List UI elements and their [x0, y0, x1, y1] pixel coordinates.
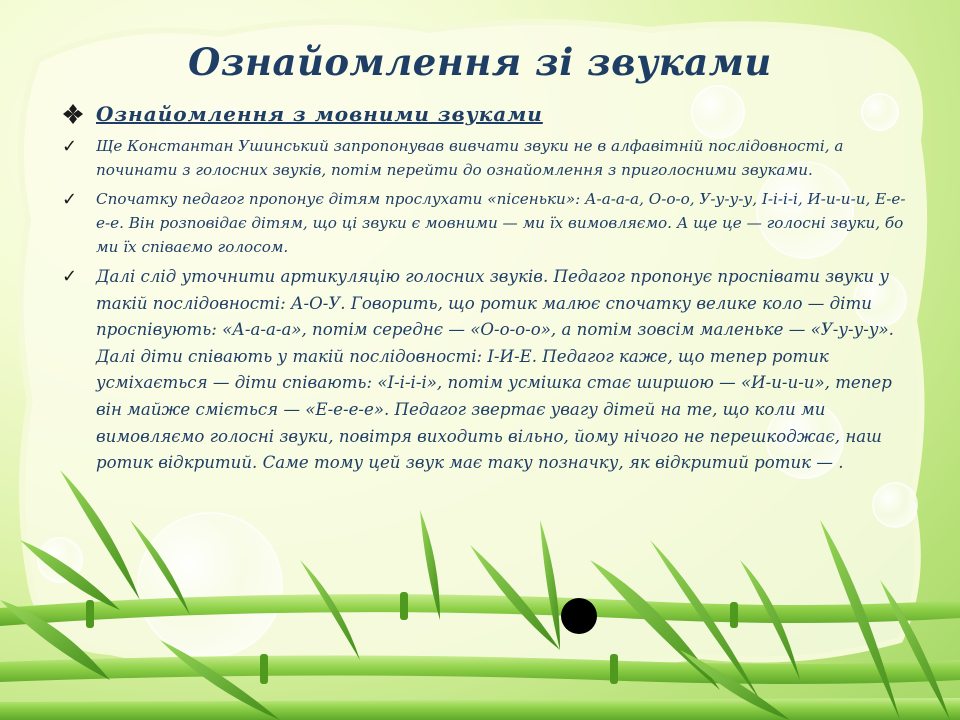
checkmark-icon: ✓: [62, 136, 78, 157]
checkmark-icon: ✓: [62, 189, 78, 210]
slide-title: Ознайомлення зі звуками: [188, 40, 772, 84]
bamboo-stalk: [0, 655, 960, 684]
list-item: [60, 134, 912, 182]
list-item-text: Далі слід уточнити артикуляцію голосних звуків. Педагог пропонує проспівати звуки у такій послідовності: А-О-У. Говорить, що ротик малює спочатку велике коло — діти проспівують: «А-а-а-а», потім середнє — «О-о-о-о», а потім зовсім маленьке — «У-у-у-у». Далі діти співають у такій послідовності: І-И-Е. Педагог каже, що тепер ротик усміхається — діти співають: «І-і-і-і», потім усмішка стає ширшою — «И-и-и-и», тепер він майже сміється — «Е-е-е-е». Педагог звертає увагу дітей на те, що коли ми вимовляємо голосні звуки, повітря виходить вільно, йому нічого не перешкоджає, наш ротик відкритий. Саме тому цей звук має таку позначку, як відкритий ротик — .: [96, 267, 894, 473]
list-item: [60, 264, 912, 477]
section-heading: Ознайомлення з мовними звуками: [96, 102, 543, 126]
bamboo-stalk: [0, 594, 960, 626]
list-item-text: Спочатку педагог пропонує дітям прослухати «пісеньки»: А-а-а-а, О-о-о, У-у-у-у, І-і-і-і, И-и-и-и, Е-е-е-е. Він розповідає дітям, що ці звуки є мовними — ми їх вимовляємо. А ще це — голосні звуки, бо ми їх співаємо голосом.: [96, 190, 906, 256]
diamond-bullet-icon: [62, 103, 84, 125]
content-area: [60, 100, 912, 482]
heading-row: [60, 100, 912, 134]
checkmark-icon: ✓: [62, 266, 78, 287]
list-item: [60, 187, 912, 259]
list-item-text: Ще Константан Ушинський запропонував вивчати звуки не в алфавітній послідовності, а починати з голосних звуків, потім перейти до ознайомлення з приголосними звуками.: [96, 137, 844, 179]
black-circle-icon: [561, 598, 597, 634]
bamboo-stalk: [0, 698, 960, 720]
